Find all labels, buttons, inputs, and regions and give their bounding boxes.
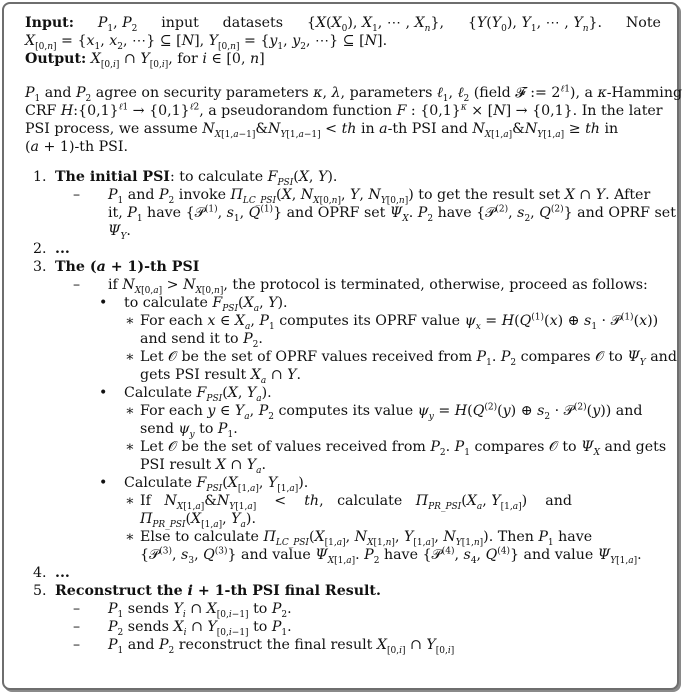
setup-line-4: (a + 1)-th PSI. <box>25 139 129 155</box>
bullet-3-item-1-cont: $\Pi_{PR\_PSI}(X_{[1,a]}$, $Y_a$). <box>140 511 256 530</box>
bullet-1-item-2-cont: gets PSI result $X_a$ ∩ Y. <box>140 367 301 386</box>
step-5-sub-1: – $P_1$ sends $Y_i$ ∩ $X_{[0,i-1]}$ to $P_2$. <box>73 601 292 620</box>
setup-line-1: $P_1$ and $P_2$ agree on security parameters κ, λ, parameters ℓ$_1$, ℓ$_2$ (field 𝓕 := $2^{\ell 1}$), a κ-Hamming <box>25 84 683 104</box>
step-1-sub: – $P_1$ and $P_2$ invoke $\Pi_{LC\_PSI}(X$, $N_{X[0,n]}$, Y, $N_{Y[0,n]}$) to get the result set X ∩ Y. After <box>73 187 651 206</box>
bullet-2: • Calculate $F_{PSI}(X$, $Y_a$). <box>99 385 272 404</box>
bullet-1-item-2: ∗ Let 𝒪 be the set of OPRF values received from $P_1$. $P_2$ compares 𝒪 to $\Psi_Y$ and <box>125 349 677 368</box>
bullet-1: • to calculate $F_{PSI}(X_a$, Y). <box>99 295 288 314</box>
bullet-3: • Calculate $F_{PSI}(X_{[1,a]}$, $Y_{[1,a]}$). <box>99 475 309 494</box>
algorithm-content <box>25 14 683 656</box>
bullet-1-item-1-cont: and send it to $P_2$. <box>140 331 263 350</box>
bullet-3-item-1: ∗ If $N_{X[1,a]}\&N_{Y[1,a]}$ < th, calculate $\Pi_{PR\_PSI}(X_a$, $Y_{[1,a]}$) and <box>125 493 572 512</box>
step-1-title: The initial PSI <box>55 169 170 185</box>
step-1-sub-end: $\Psi_Y$. <box>108 223 131 242</box>
step-5: 5. Reconstruct the i + 1-th PSI final Result. <box>33 583 381 599</box>
step-3: 3. The (a + 1)-th PSI <box>33 259 200 275</box>
setup-line-2: CRF $H:\{0,1\}^{\ell 1} \to \{0,1\}^{\ell 2}$, a pseudorandom function F : $\{0,1\}^\kappa \times [N] \to \{0,1\}$. In the later <box>25 102 663 119</box>
step-5-sub-3: – $P_1$ and $P_2$ reconstruct the final result $X_{[0,i]}$ ∩ $Y_{[0,i]}$ <box>73 637 455 656</box>
step-5-title: Reconstruct the i + 1-th PSI final Result. <box>55 583 381 599</box>
step-4: 4. ... <box>33 565 70 581</box>
step-5-sub-2: – $P_2$ sends $X_i$ ∩ $Y_{[0,i-1]}$ to $P_1$. <box>73 619 292 638</box>
bullet-3-item-2: ∗ Else to calculate $\Pi_{LC\_PSI}(X_{[1,a]}$, $N_{X[1,n]}$, $Y_{[1,a]}$, $N_{Y[1,n]}$). Then $P_1$ have <box>125 529 593 548</box>
output-line: Output: $X_{[0,i]}$ ∩ $Y_{[0,i]}$, for i ∈ [0, n] <box>25 51 265 70</box>
step-1-sub-cont: it, $P_1$ have {𝒫$^{(1)}$, $s_1$, $Q^{(1)}$} and OPRF set $\Psi_X$. $P_2$ have {𝒫$^{(2)}$, $s_2$, $Q^{(2)}$} and OPRF set <box>108 204 676 224</box>
bullet-2-item-1-cont: send $\psi_y$ to $P_1$. <box>140 421 238 440</box>
step-2: 2. ... <box>33 241 70 257</box>
output-label: Output: <box>25 51 87 67</box>
input-line-2: $X_{[0,n]} = \{x_1$, $x_2$, ⋯} ⊆ [N], $Y_{[0,n]} = \{y_1$, $y_2$, ⋯} ⊆ [N]. <box>25 33 388 52</box>
step-1: 1. The initial PSI: to calculate $F_{PSI}(X$, Y). <box>33 169 338 188</box>
bullet-2-item-2: ∗ Let 𝒪 be the set of values received from $P_2$. $P_1$ compares 𝒪 to $\Psi_X$ and gets <box>125 439 667 458</box>
setup-line-3: PSI process, we assume $N_{X[1,a-1]}\&N_{Y[1,a-1]}$ < th in a-th PSI and $N_{X[1,a]}\&N_{Y[1,a]}$ ≥ th in <box>25 121 619 140</box>
step-3-title: The (a + 1)-th PSI <box>55 259 200 275</box>
bullet-1-item-1: ∗ For each x ∈ $X_a$, $P_1$ computes its OPRF value $\psi_x = H(Q^{(1)}(x)$ ⊕ $s_1$ · 𝒫$^{(1)}$(x)) <box>125 312 659 332</box>
bullet-2-item-2-cont: PSI result X ∩ $Y_a$. <box>140 457 267 476</box>
input-line-1: Input: $P_1$, $P_2$ input datasets {$X(X_0)$, $X_1$, ⋯ , $X_n$}, {$Y(Y_0)$, $Y_1$, ⋯ , $Y_n$}. Note <box>25 15 661 34</box>
bullet-2-item-1: ∗ For each y ∈ $Y_a$, $P_2$ computes its value $\psi_y = H(Q^{(2)}(y)$ ⊕ $s_2$ · 𝒫$^{(2)}$(y)) and <box>125 402 643 422</box>
input-label: Input: <box>25 15 74 31</box>
step-3-condition: – if $N_{X[0,a]} > N_{X[0,n]}$, the protocol is terminated, otherwise, proceed as follows: <box>73 277 648 296</box>
bullet-3-item-2-cont: {𝒫$^{(3)}$, $s_3$, $Q^{(3)}$} and value $\Psi_{X[1,a]}$. $P_2$ have {𝒫$^{(4)}$, $s_4$, $Q^{(4)}$} and value $\Psi_{Y[1,a]}$. <box>140 546 642 566</box>
